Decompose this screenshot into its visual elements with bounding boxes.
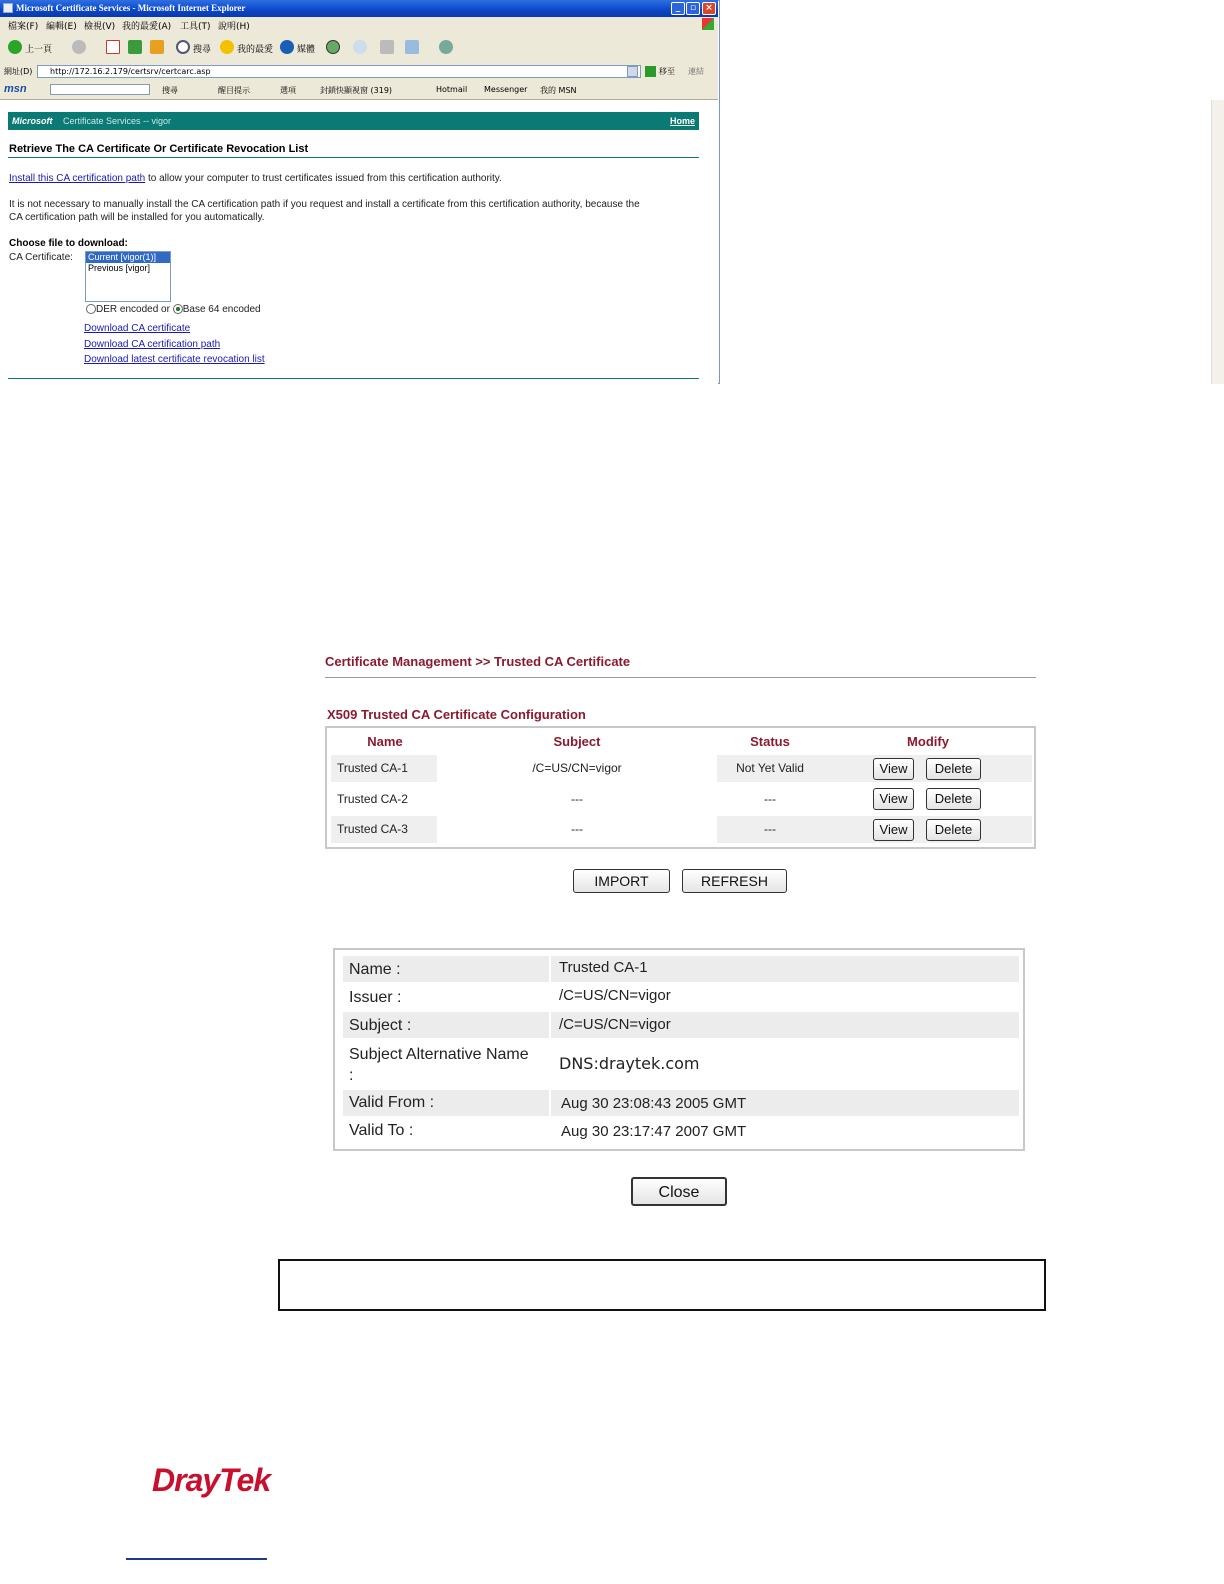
detail-row-valid-to (343, 1118, 1019, 1146)
refresh-button[interactable]: REFRESH (682, 869, 787, 893)
detail-value-issuer: /C=US/CN=vigor (559, 987, 671, 1004)
download-ca-path-link[interactable]: Download CA certification path (84, 339, 221, 350)
msn-popup-blocked[interactable]: 封鎖快顯視窗 (319) (320, 86, 393, 95)
back-arrow-icon[interactable] (8, 40, 22, 54)
column-header-status: Status (750, 734, 790, 749)
detail-label-alt-name: Subject Alternative Name : (349, 1046, 529, 1084)
row-1-status: Not Yet Valid (736, 761, 804, 775)
maximize-icon[interactable]: ▫ (686, 2, 700, 15)
note-line-2: CA certification path will be installed for you automatically. (9, 212, 265, 223)
row-3-name: Trusted CA-3 (337, 822, 408, 836)
der-radio[interactable] (86, 304, 96, 314)
row-2-delete-button[interactable]: Delete (926, 788, 981, 810)
row-2-subject: --- (571, 792, 583, 806)
msn-search-input[interactable] (50, 84, 150, 95)
msn-hotmail[interactable]: Hotmail (436, 85, 468, 94)
download-crl-link[interactable]: Download latest certificate revocation list (84, 354, 265, 365)
detail-row-valid-from (343, 1090, 1019, 1116)
ie-address-bar (0, 63, 718, 81)
forward-arrow-icon[interactable] (72, 40, 86, 54)
go-arrow-icon[interactable] (645, 66, 656, 77)
base64-label: Base 64 encoded (182, 304, 261, 315)
search-label[interactable]: 搜尋 (193, 45, 212, 55)
or-label: or (161, 304, 170, 315)
detail-label-valid-from: Valid From : (343, 1090, 549, 1116)
msn-messenger[interactable]: Messenger (484, 85, 528, 94)
row-3-subject: --- (437, 816, 717, 843)
detail-row-alt-name (343, 1042, 1019, 1086)
mail-icon[interactable] (353, 40, 367, 54)
base64-radio[interactable] (173, 304, 183, 314)
cert-option-previous[interactable]: Previous [vigor] (88, 263, 151, 273)
refresh-icon[interactable] (128, 40, 142, 54)
draytek-logo: DrayTek (152, 1462, 271, 1498)
row-1-subject: /C=US/CN=vigor (437, 755, 717, 782)
detail-label-issuer: Issuer : (349, 989, 402, 1006)
ie-page-content (0, 100, 718, 384)
footer-divider (8, 378, 699, 379)
row-3-status: --- (764, 822, 776, 836)
edit-icon[interactable] (405, 40, 419, 54)
msn-options[interactable]: 選項 (280, 86, 296, 95)
msn-toolbar (0, 81, 718, 100)
ie-title-bar (0, 0, 718, 17)
ie-window-title: Microsoft Certificate Services - Microsoft Internet Explorer (16, 3, 246, 13)
close-icon[interactable]: × (702, 2, 716, 15)
detail-value-subject: /C=US/CN=vigor (551, 1012, 1019, 1038)
install-ca-path-link[interactable]: Install this CA certification path (9, 173, 146, 184)
row-3-view-button[interactable]: View (873, 819, 914, 841)
address-input[interactable]: http://172.16.2.179/certsrv/certcarc.asp (37, 65, 641, 78)
detail-value-valid-from: Aug 30 23:08:43 2005 GMT (551, 1090, 1019, 1116)
menu-tools[interactable]: 工具(T) (180, 22, 211, 32)
menu-help[interactable]: 說明(H) (218, 22, 250, 32)
install-paragraph-text: to allow your computer to trust certificates issued from this certification authority. (145, 173, 502, 184)
address-label: 網址(D) (4, 67, 33, 76)
detail-label-name: Name : (343, 956, 549, 982)
favorites-label[interactable]: 我的最愛 (237, 45, 274, 55)
trusted-ca-table (325, 726, 1036, 849)
history-icon[interactable] (326, 40, 340, 54)
service-name: Certificate Services -- vigor (63, 116, 172, 126)
breadcrumb-divider (325, 677, 1036, 678)
ie-browser-window (0, 0, 720, 384)
minimize-icon[interactable]: _ (671, 2, 685, 15)
row-1-delete-button[interactable]: Delete (926, 758, 981, 780)
close-button[interactable]: Close (631, 1177, 727, 1206)
row-2-view-button[interactable]: View (873, 788, 914, 810)
search-icon[interactable] (176, 40, 190, 54)
address-dropdown-icon[interactable] (627, 66, 638, 77)
column-header-modify: Modify (907, 734, 949, 749)
menu-view[interactable]: 檢視(V) (84, 22, 116, 32)
der-label: DER encoded (96, 304, 159, 315)
certificate-listbox[interactable] (85, 251, 171, 302)
detail-row-name (343, 956, 1019, 982)
ie-page-icon (3, 3, 13, 13)
cert-option-current[interactable]: Current [vigor(1)] (86, 252, 170, 263)
ca-certificate-label: CA Certificate: (9, 252, 73, 263)
detail-label-valid-to: Valid To : (349, 1122, 414, 1139)
note-box (278, 1259, 1046, 1311)
detail-value-valid-to: Aug 30 23:17:47 2007 GMT (561, 1123, 747, 1140)
detail-value-name: Trusted CA-1 (551, 956, 1019, 982)
row-3-delete-button[interactable]: Delete (926, 819, 981, 841)
column-header-subject: Subject (553, 734, 601, 749)
stop-icon[interactable] (106, 40, 120, 54)
breadcrumb: Certificate Management >> Trusted CA Certificate (325, 654, 631, 669)
detail-value-alt-name: DNS:draytek.com (559, 1054, 700, 1073)
media-icon[interactable] (280, 40, 294, 54)
home-icon[interactable] (150, 40, 164, 54)
menu-edit[interactable]: 編輯(E) (46, 22, 77, 32)
encoding-row (86, 303, 261, 316)
microsoft-brand: Microsoft (12, 116, 53, 126)
go-button[interactable]: 移至 (659, 67, 675, 76)
detail-row-issuer (343, 984, 1019, 1010)
cert-services-header (8, 112, 699, 130)
links-label[interactable]: 連結 (688, 67, 704, 76)
print-icon[interactable] (380, 40, 394, 54)
import-button[interactable]: IMPORT (573, 869, 670, 893)
msn-search[interactable]: 搜尋 (162, 86, 178, 95)
media-label[interactable]: 媒體 (297, 45, 316, 55)
msn-logo: msn (4, 83, 27, 95)
ie-menu-bar (0, 17, 718, 32)
row-2-status: --- (764, 792, 776, 806)
detail-label-subject: Subject : (343, 1012, 549, 1038)
back-label[interactable]: 上一頁 (25, 45, 53, 55)
heading-divider (8, 157, 699, 158)
detail-row-subject (343, 1012, 1019, 1038)
home-link[interactable]: Home (669, 116, 695, 126)
windows-logo-icon (702, 18, 714, 30)
row-1-view-button[interactable]: View (873, 758, 914, 780)
certificate-details-panel (333, 948, 1025, 1151)
section-title: X509 Trusted CA Certificate Configuration (327, 707, 586, 722)
install-paragraph (9, 172, 502, 185)
column-header-name: Name (367, 734, 403, 749)
messenger-icon[interactable] (439, 40, 453, 54)
menu-file[interactable]: 檔案(F) (8, 22, 39, 32)
ie-toolbar (0, 32, 718, 64)
row-1-name: Trusted CA-1 (337, 761, 408, 775)
msn-my-msn[interactable]: 我的 MSN (540, 86, 577, 95)
row-2-name: Trusted CA-2 (337, 792, 408, 806)
msn-highlight[interactable]: 醒目提示 (218, 86, 250, 95)
page-heading: Retrieve The CA Certificate Or Certificate Revocation List (9, 143, 309, 155)
footer-rule (126, 1558, 267, 1560)
download-ca-certificate-link[interactable]: Download CA certificate (84, 323, 191, 334)
favorites-star-icon[interactable] (220, 40, 234, 54)
menu-favorites[interactable]: 我的最愛(A) (122, 22, 172, 32)
choose-file-label: Choose file to download: (9, 238, 128, 249)
note-line-1: It is not necessary to manually install the CA certification path if you request and install a certificate from this certification authority, because the (9, 199, 640, 210)
